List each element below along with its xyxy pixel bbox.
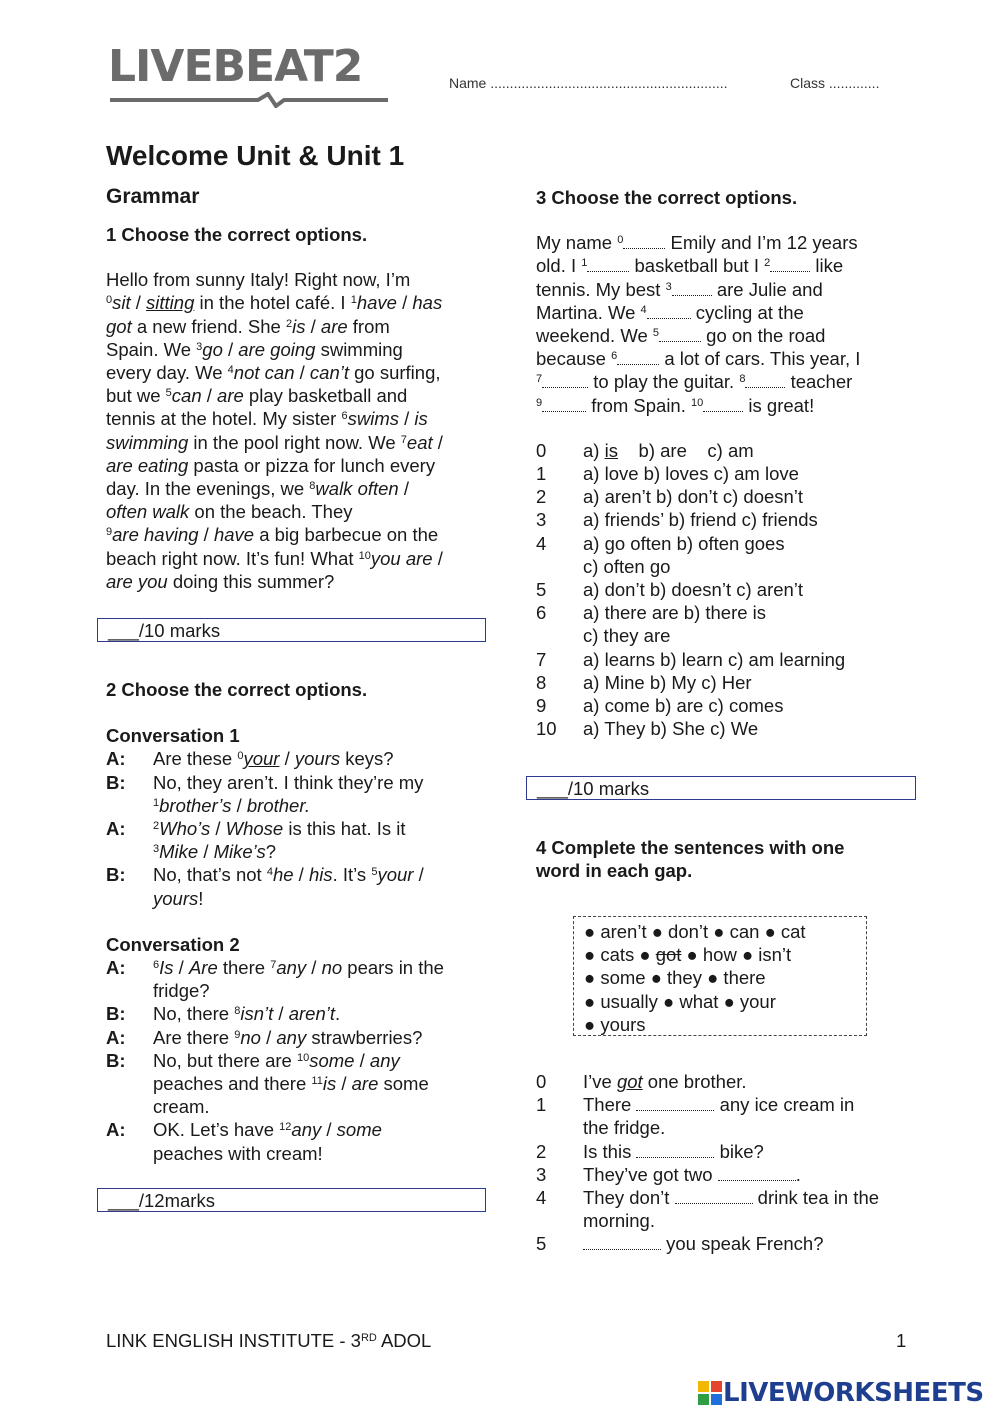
ex3-options bbox=[536, 439, 916, 741]
sentence-number: 0 bbox=[536, 1071, 547, 1092]
option-number: 9 bbox=[536, 695, 547, 717]
option-line[interactable]: a) Mine b) My c) Her bbox=[583, 671, 752, 693]
heartbeat-line-icon bbox=[108, 92, 393, 108]
answer-gap[interactable] bbox=[718, 1165, 796, 1181]
ex4-heading-line2: word in each gap. bbox=[536, 860, 693, 882]
answer-gap[interactable] bbox=[583, 1234, 661, 1250]
sentence-number: 2 bbox=[536, 1140, 547, 1162]
liveworksheets-logo bbox=[697, 1378, 984, 1408]
sentence: you speak French? bbox=[583, 1232, 916, 1255]
liveworksheets-icon bbox=[697, 1380, 723, 1406]
option-number: 0 bbox=[536, 439, 547, 461]
class-field[interactable]: Class ............. bbox=[790, 75, 880, 91]
option-number bbox=[536, 624, 583, 647]
sentence: They’ve got two . bbox=[583, 1163, 801, 1185]
ex4-heading-line1: 4 Complete the sentences with one bbox=[536, 837, 845, 858]
option-number: 4 bbox=[536, 532, 547, 554]
ex4-sentences bbox=[536, 1070, 916, 1256]
option-line[interactable]: a) go often b) often goes bbox=[583, 532, 785, 554]
answer-gap[interactable] bbox=[675, 1188, 753, 1204]
conversation-1: A: Are these $^0$your / yours keys? B: No, they aren’t. I think they’re my $^1$brother’s / brother. A: $^2$Who’s / Whose is this hat. Is it $^3$Mike / Mike’s? B: No, that’s not $^4$he / his. It’s $^5$your / yours! bbox=[106, 748, 424, 909]
ex2-marks-box[interactable]: ___/12marks bbox=[97, 1188, 486, 1212]
option-line[interactable]: a) They b) She c) We bbox=[583, 718, 759, 740]
option-line[interactable]: c) often go bbox=[583, 555, 671, 577]
option-line[interactable]: a) friends’ b) friend c) friends bbox=[583, 509, 818, 531]
sentence-number: 4 bbox=[536, 1187, 547, 1209]
ex3-heading: 3 Choose the correct options. bbox=[536, 187, 798, 208]
exercise-4 bbox=[536, 836, 916, 882]
grammar-heading: Grammar bbox=[106, 185, 200, 208]
option-number: 8 bbox=[536, 671, 547, 693]
answer-gap[interactable] bbox=[636, 1142, 714, 1158]
option-number: 3 bbox=[536, 509, 547, 531]
struck-word: got bbox=[655, 944, 682, 966]
example-answer: got bbox=[616, 1071, 643, 1092]
word-box-line: ● yours bbox=[584, 1013, 646, 1035]
sentence-number: 1 bbox=[536, 1094, 547, 1116]
ex2-heading: 2 Choose the correct options. bbox=[106, 679, 368, 700]
option-line[interactable]: a) don’t b) doesn’t c) aren’t bbox=[583, 579, 804, 601]
exercise-3 bbox=[536, 186, 916, 740]
ex1-heading: 1 Choose the correct options. bbox=[106, 224, 368, 245]
ex1-text: Hello from sunny Italy! Right now, I’m $^0$sit / sitting in the hotel café. I $^1$have / has got a new friend. She $^2$is / are from Spain. We $^3$go / are going swimming every day. We $^4$not can / can’t go surfing, but we $^5$can / are play basketball and tennis at the hotel. My sister $^6$swims / is swimming in the pool right now. We $^7$eat / are eating pasta or pizza for lunch every day. In the evenings, we $^8$walk often / often walk on the beach. They $^9$are having / have a big barbecue on the beach right now. It’s fun! What $^{10}$you are / are you doing this summer? bbox=[106, 269, 443, 592]
word-box-line: ● aren’t ● don’t ● can ● cat bbox=[584, 921, 806, 942]
sentence-number: 3 bbox=[536, 1163, 547, 1185]
ex1-marks-box[interactable]: ___/10 marks bbox=[97, 618, 486, 642]
word-box-line: ● cats ● got ● how ● isn’t bbox=[584, 944, 792, 966]
exercise-2 bbox=[106, 678, 496, 1165]
sentence: There any ice cream in the fridge. bbox=[583, 1094, 855, 1139]
page-title: Welcome Unit & Unit 1 bbox=[106, 140, 405, 171]
liveworksheets-text: LIVEWORKSHEETS bbox=[723, 1378, 984, 1408]
sentence: I’ve got one brother. bbox=[583, 1071, 747, 1092]
option-line[interactable]: a) learns b) learn c) am learning bbox=[583, 648, 846, 670]
option-line[interactable]: a) is b) are c) am bbox=[583, 439, 754, 461]
word-box bbox=[573, 916, 867, 1036]
conversation-1-title: Conversation 1 bbox=[106, 725, 240, 747]
answer-gap[interactable] bbox=[636, 1095, 714, 1111]
ex3-text: My name $^0$ Emily and I’m 12 years old. I $^1$ basketball but I $^2$ like tennis. My best $^3$ are Julie and Martina. We $^4$ cycling at the weekend. We $^5$ go on the road because $^6$ a lot of cars. This year, I $^7$ to play the guitar. $^8$ teacher $^9$ from Spain. $^{10}$ is great! bbox=[536, 232, 861, 416]
option-number bbox=[536, 555, 583, 578]
footer-institute: LINK ENGLISH INSTITUTE - 3RD ADOL bbox=[106, 1330, 432, 1351]
option-line[interactable]: a) come b) are c) comes bbox=[583, 695, 784, 717]
exercise-1 bbox=[106, 223, 496, 593]
option-number: 2 bbox=[536, 486, 547, 508]
word-box-line: ● usually ● what ● your bbox=[584, 990, 776, 1012]
sentence-number: 5 bbox=[536, 1233, 547, 1255]
sentence: Is this bike? bbox=[583, 1140, 764, 1162]
ex3-marks-box[interactable]: ___/10 marks bbox=[526, 776, 916, 800]
name-field[interactable]: Name ............................................................. bbox=[449, 75, 728, 91]
logo-text: LIVEBEAT2 bbox=[108, 41, 363, 92]
option-line[interactable]: a) love b) loves c) am love bbox=[583, 463, 799, 485]
option-line[interactable]: c) they are bbox=[583, 625, 671, 647]
option-line[interactable]: a) aren’t b) don’t c) doesn’t bbox=[583, 486, 804, 508]
option-number: 6 bbox=[536, 602, 547, 624]
conversation-2: A: $^6$Is / Are there $^7$any / no pears in the fridge? B: No, there $^8$isn’t / aren’t. A: Are there $^9$no / any strawberries? B: No, but there are $^{10}$some / any peaches and there $^{11}$is / are some cream. A: OK. Let’s have $^{12}$any / some peaches with cream! bbox=[106, 957, 444, 1164]
option-number: 10 bbox=[536, 718, 557, 740]
option-number: 7 bbox=[536, 648, 547, 670]
option-number: 5 bbox=[536, 579, 547, 601]
option-line[interactable]: a) there are b) there is bbox=[583, 602, 767, 624]
word-box-line: ● some ● they ● there bbox=[584, 967, 766, 989]
livebeat-logo bbox=[108, 41, 393, 106]
option-number: 1 bbox=[536, 463, 547, 485]
sentence: They don’t drink tea in the morning. bbox=[583, 1187, 880, 1232]
conversation-2-title: Conversation 2 bbox=[106, 933, 240, 955]
page-number: 1 bbox=[896, 1330, 907, 1351]
